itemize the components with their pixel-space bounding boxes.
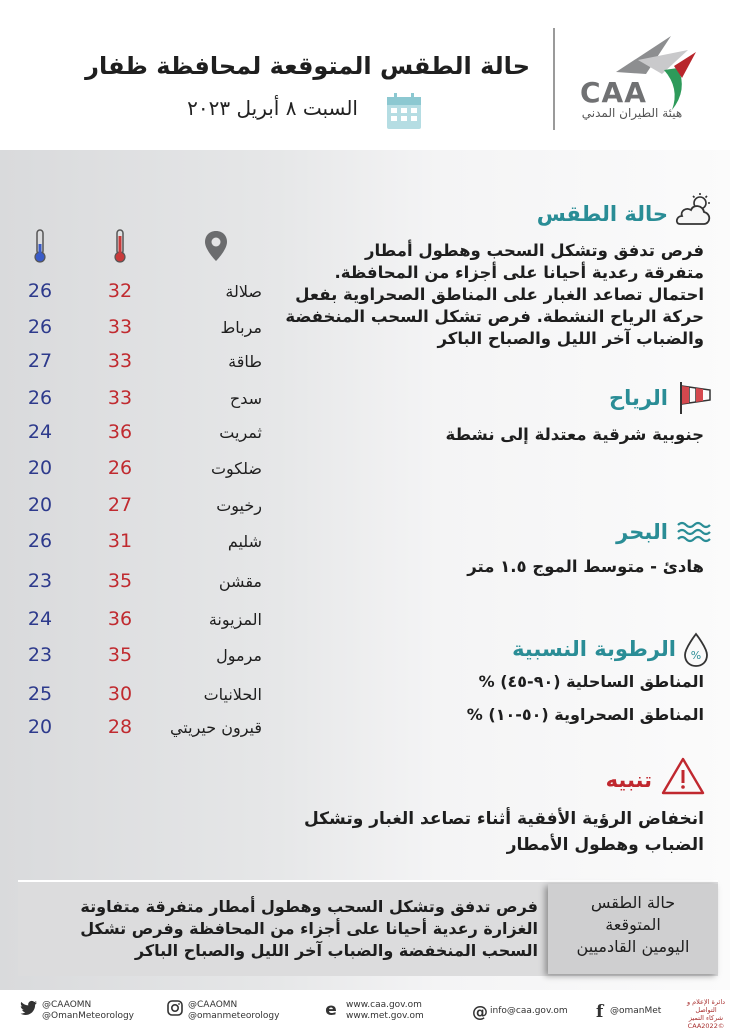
organization-credit — [683, 998, 729, 1030]
cloud-sun-icon — [672, 192, 714, 228]
table-row — [0, 387, 280, 417]
warning-icon — [660, 756, 706, 796]
table-row — [0, 316, 280, 346]
max-temp: 33 — [107, 387, 133, 409]
table-row — [0, 608, 280, 638]
table-row — [0, 644, 280, 674]
city-name: قيرون حيريتي — [169, 718, 262, 737]
min-temp: 26 — [27, 387, 53, 409]
city-name: صلالة — [225, 282, 262, 301]
max-temp: 36 — [107, 608, 133, 630]
max-temp: 36 — [107, 421, 133, 443]
table-row — [0, 530, 280, 560]
sea-title: البحر — [616, 520, 668, 544]
alert-body — [264, 806, 704, 858]
table-row — [0, 280, 280, 310]
city-name: مرمول — [216, 646, 262, 665]
weather-line: متفرقة رعدية أحيانا على أجزاء من المحافظة. — [334, 263, 704, 282]
city-name: مرباط — [220, 318, 262, 337]
header-divider — [553, 28, 555, 130]
min-temp: 20 — [27, 494, 53, 516]
twitter-handle[interactable]: @OmanMeteorology — [42, 1011, 134, 1021]
instagram-icon[interactable] — [167, 1000, 183, 1016]
instagram-handles[interactable] — [188, 1000, 279, 1022]
table-row — [0, 570, 280, 600]
min-temp: 26 — [27, 316, 53, 338]
max-temp: 30 — [107, 683, 133, 705]
max-temp: 32 — [107, 280, 133, 302]
max-temp: 33 — [107, 316, 133, 338]
max-temp: 33 — [107, 350, 133, 372]
alert-line: انخفاض الرؤية الأفقية أثناء تصاعد الغبار وتشكل — [303, 809, 704, 829]
weather-line: احتمال تصاعد الغبار على المناطق الصحراوية بفعل — [295, 285, 704, 304]
humidity-coastal: المناطق الساحلية (٩٠-٤٥) % — [478, 672, 704, 691]
instagram-handle[interactable]: @CAAOMN — [188, 1000, 238, 1010]
max-temp: 35 — [107, 570, 133, 592]
web-browser-icon[interactable] — [322, 1000, 340, 1018]
table-row — [0, 457, 280, 487]
alert-line: الضباب وهطول الأمطار — [506, 835, 704, 855]
org-line: شركاء التميز — [688, 1014, 724, 1022]
city-name: ثمريت — [219, 423, 262, 442]
humidity-title: الرطوبة النسبية — [512, 637, 676, 661]
city-name: ضلكوت — [210, 459, 262, 478]
city-name: المزيونة — [208, 610, 262, 629]
wind-body: جنوبية شرقية معتدلة إلى نشطة — [445, 425, 704, 444]
table-row — [0, 350, 280, 380]
svg-text:%: % — [690, 649, 702, 662]
min-temp: 24 — [27, 421, 53, 443]
forecast-line: السحب المنخفضة والضباب آخر الليل والصباح الباكر — [134, 941, 538, 960]
max-temp: 26 — [107, 457, 133, 479]
city-name: الحلانيات — [203, 685, 262, 704]
svg-text:e: e — [325, 1000, 337, 1018]
date-text: السبت ٨ أبريل ٢٠٢٣ — [187, 96, 358, 120]
weather-line: فرص تدفق وتشكل السحب وهطول أمطار — [364, 241, 704, 260]
windsock-icon — [676, 380, 714, 416]
forecast-text — [60, 896, 538, 962]
web-link[interactable]: www.met.gov.om — [346, 1011, 424, 1021]
min-temp: 25 — [27, 683, 53, 705]
forecast-label — [548, 884, 718, 974]
instagram-handle[interactable]: @omanmeteorology — [188, 1011, 280, 1021]
forecast-label-line: حالة الطقس — [590, 893, 676, 912]
thermometer-hot-icon — [110, 228, 130, 264]
forecast-line: فرص تدفق وتشكل السحب وهطول أمطار متفرقة متفاوتة — [80, 897, 538, 916]
weather-title: حالة الطقس — [536, 202, 668, 226]
logo-text: CAA — [580, 76, 647, 109]
facebook-icon[interactable]: f — [596, 1002, 604, 1022]
table-row — [0, 716, 280, 746]
twitter-handles[interactable] — [42, 1000, 134, 1022]
table-row — [0, 494, 280, 524]
humidity-desert: المناطق الصحراوية (٥٠-١٠) % — [466, 705, 704, 724]
sea-body: هادئ - متوسط الموج ١.٥ متر — [467, 557, 704, 576]
city-name: طاقة — [228, 352, 262, 371]
calendar-icon — [386, 92, 422, 130]
max-temp: 28 — [107, 716, 133, 738]
twitter-handle[interactable]: @CAAOMN — [42, 1000, 92, 1010]
web-links[interactable] — [346, 1000, 424, 1022]
web-link[interactable]: www.caa.gov.om — [346, 1000, 422, 1010]
table-row — [0, 421, 280, 451]
forecast-label-line: اليومين القادميين — [576, 937, 690, 956]
humidity-drop-icon — [682, 632, 710, 668]
twitter-icon[interactable] — [20, 1000, 38, 1016]
city-name: شليم — [227, 532, 262, 551]
min-temp: 20 — [27, 716, 53, 738]
forecast-label-line: المتوقعة — [605, 915, 661, 934]
min-temp: 20 — [27, 457, 53, 479]
table-row — [0, 683, 280, 713]
org-line: ©CAA2022 — [687, 1022, 725, 1030]
min-temp: 26 — [27, 530, 53, 552]
wind-title: الرياح — [608, 386, 668, 410]
min-temp: 26 — [27, 280, 53, 302]
weather-body — [284, 240, 704, 350]
max-temp: 31 — [107, 530, 133, 552]
waves-icon — [676, 520, 712, 544]
min-temp: 27 — [27, 350, 53, 372]
max-temp: 35 — [107, 644, 133, 666]
weather-line: حركة الرياح النشطة. فرص تشكل السحب المنخفضة — [285, 307, 704, 326]
max-temp: 27 — [107, 494, 133, 516]
org-line: دائرة الإعلام و التواصل — [686, 998, 726, 1014]
page-title: حالة الطقس المتوقعة لمحافظة ظفار — [85, 52, 530, 80]
logo-subtitle: هيئة الطيران المدني — [581, 106, 683, 120]
weather-line: والضباب آخر الليل والصباح الباكر — [437, 329, 704, 348]
thermometer-cold-icon — [30, 228, 50, 264]
min-temp: 24 — [27, 608, 53, 630]
facebook-handle[interactable]: @omanMet — [610, 1006, 662, 1016]
forecast-line: الغزارة رعدية أحيانا على أجزاء من المحافظة وفرص تشكل — [80, 919, 538, 938]
city-name: سدح — [229, 389, 262, 408]
email-icon: @ — [472, 1002, 488, 1021]
min-temp: 23 — [27, 570, 53, 592]
city-name: مقشن — [218, 572, 262, 591]
min-temp: 23 — [27, 644, 53, 666]
city-name: رخيوت — [216, 496, 262, 515]
location-pin-icon — [203, 230, 229, 262]
alert-title: تنبيه — [605, 768, 652, 792]
email-link[interactable]: info@caa.gov.om — [490, 1006, 568, 1016]
